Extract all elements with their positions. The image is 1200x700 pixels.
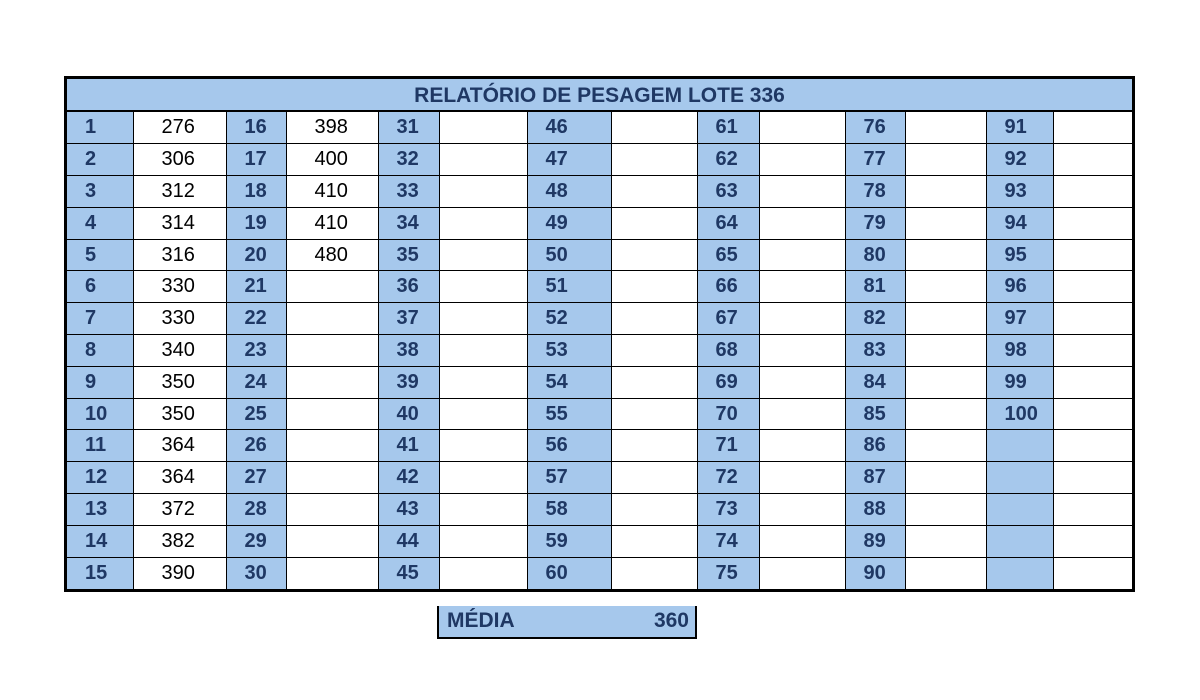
- weight-value-cell: [1053, 335, 1132, 367]
- weight-value-cell: [905, 430, 986, 462]
- weight-value-cell: [439, 144, 527, 176]
- weight-value-cell: [759, 525, 845, 557]
- weight-value-cell: [905, 525, 986, 557]
- animal-number-cell: 11: [67, 430, 133, 462]
- animal-number-cell: 37: [378, 303, 439, 335]
- weight-value-cell: 390: [133, 557, 226, 589]
- animal-number-cell: 2: [67, 144, 133, 176]
- animal-number-cell: 62: [697, 144, 759, 176]
- weight-value-cell: [1053, 494, 1132, 526]
- animal-number-cell: 70: [697, 398, 759, 430]
- weight-value-cell: [439, 239, 527, 271]
- animal-number-cell: 13: [67, 494, 133, 526]
- average-value: 360: [653, 609, 689, 632]
- animal-number-cell: 39: [378, 366, 439, 398]
- animal-number-cell: 88: [845, 494, 905, 526]
- animal-number-cell: 35: [378, 239, 439, 271]
- weight-value-cell: [1053, 525, 1132, 557]
- animal-number-cell: 72: [697, 462, 759, 494]
- weight-value-cell: [286, 271, 378, 303]
- weight-value-cell: 364: [133, 462, 226, 494]
- weight-value-cell: [759, 366, 845, 398]
- animal-number-cell: 21: [226, 271, 286, 303]
- weight-value-cell: [611, 398, 697, 430]
- animal-number-cell: 73: [697, 494, 759, 526]
- animal-number-cell: 57: [527, 462, 611, 494]
- animal-number-cell: 64: [697, 207, 759, 239]
- animal-number-cell: 40: [378, 398, 439, 430]
- weight-value-cell: [611, 462, 697, 494]
- animal-number-cell: 84: [845, 366, 905, 398]
- weight-value-cell: [286, 462, 378, 494]
- weight-value-cell: [905, 207, 986, 239]
- weight-value-cell: [905, 462, 986, 494]
- animal-number-cell: 43: [378, 494, 439, 526]
- animal-number-cell: 38: [378, 335, 439, 367]
- weight-value-cell: [286, 398, 378, 430]
- animal-number-cell: 17: [226, 144, 286, 176]
- weight-value-cell: [759, 494, 845, 526]
- weight-value-cell: [439, 430, 527, 462]
- table-row: [67, 335, 1132, 367]
- table-row: [67, 303, 1132, 335]
- weight-value-cell: [611, 557, 697, 589]
- report-title: RELATÓRIO DE PESAGEM LOTE 336: [67, 79, 1132, 112]
- animal-number-cell: [986, 494, 1053, 526]
- animal-number-cell: 55: [527, 398, 611, 430]
- weight-value-cell: [611, 366, 697, 398]
- weight-value-cell: 276: [133, 112, 226, 144]
- weight-value-cell: 372: [133, 494, 226, 526]
- table-row: [67, 176, 1132, 208]
- animal-number-cell: 33: [378, 176, 439, 208]
- animal-number-cell: 36: [378, 271, 439, 303]
- animal-number-cell: 78: [845, 176, 905, 208]
- weight-value-cell: [611, 430, 697, 462]
- animal-number-cell: 42: [378, 462, 439, 494]
- weight-value-cell: [1053, 176, 1132, 208]
- animal-number-cell: 23: [226, 335, 286, 367]
- weight-value-cell: [1053, 430, 1132, 462]
- weight-value-cell: [905, 494, 986, 526]
- weight-value-cell: [439, 557, 527, 589]
- weight-value-cell: [759, 303, 845, 335]
- weight-value-cell: [759, 176, 845, 208]
- table-row: [67, 144, 1132, 176]
- table-row: [67, 112, 1132, 144]
- weight-value-cell: [439, 366, 527, 398]
- animal-number-cell: 53: [527, 335, 611, 367]
- weight-value-cell: [759, 239, 845, 271]
- weight-value-cell: [439, 207, 527, 239]
- weight-value-cell: 350: [133, 366, 226, 398]
- animal-number-cell: 54: [527, 366, 611, 398]
- animal-number-cell: 29: [226, 525, 286, 557]
- animal-number-cell: 9: [67, 366, 133, 398]
- weight-value-cell: [286, 303, 378, 335]
- animal-number-cell: 18: [226, 176, 286, 208]
- weight-value-cell: [611, 335, 697, 367]
- table-row: [67, 398, 1132, 430]
- animal-number-cell: 89: [845, 525, 905, 557]
- animal-number-cell: 1: [67, 112, 133, 144]
- animal-number-cell: 20: [226, 239, 286, 271]
- weight-value-cell: [905, 366, 986, 398]
- weight-value-cell: [759, 430, 845, 462]
- weight-value-cell: 330: [133, 303, 226, 335]
- weight-value-cell: [905, 557, 986, 589]
- animal-number-cell: 99: [986, 366, 1053, 398]
- weight-value-cell: [759, 557, 845, 589]
- weight-value-cell: [286, 366, 378, 398]
- weight-value-cell: [286, 335, 378, 367]
- animal-number-cell: 85: [845, 398, 905, 430]
- animal-number-cell: 92: [986, 144, 1053, 176]
- average-label: MÉDIA: [447, 609, 515, 632]
- weight-value-cell: [905, 335, 986, 367]
- animal-number-cell: 10: [67, 398, 133, 430]
- table-row: [67, 271, 1132, 303]
- weight-value-cell: [759, 144, 845, 176]
- animal-number-cell: 16: [226, 112, 286, 144]
- table-row: [67, 462, 1132, 494]
- animal-number-cell: 98: [986, 335, 1053, 367]
- weight-value-cell: 400: [286, 144, 378, 176]
- animal-number-cell: 100: [986, 398, 1053, 430]
- animal-number-cell: 65: [697, 239, 759, 271]
- animal-number-cell: 50: [527, 239, 611, 271]
- animal-number-cell: 67: [697, 303, 759, 335]
- table-row: [67, 557, 1132, 589]
- weight-value-cell: 340: [133, 335, 226, 367]
- weight-value-cell: [286, 557, 378, 589]
- weight-value-cell: 480: [286, 239, 378, 271]
- weight-value-cell: 330: [133, 271, 226, 303]
- weight-value-cell: [759, 398, 845, 430]
- weight-value-cell: [439, 462, 527, 494]
- animal-number-cell: 25: [226, 398, 286, 430]
- weight-value-cell: [905, 176, 986, 208]
- animal-number-cell: 63: [697, 176, 759, 208]
- animal-number-cell: 44: [378, 525, 439, 557]
- animal-number-cell: 46: [527, 112, 611, 144]
- weight-value-cell: [439, 271, 527, 303]
- animal-number-cell: 59: [527, 525, 611, 557]
- weight-value-cell: 312: [133, 176, 226, 208]
- weight-value-cell: [439, 335, 527, 367]
- weight-value-cell: [611, 239, 697, 271]
- animal-number-cell: 76: [845, 112, 905, 144]
- weight-value-cell: [759, 112, 845, 144]
- weight-value-cell: [1053, 462, 1132, 494]
- weight-value-cell: [1053, 557, 1132, 589]
- animal-number-cell: 5: [67, 239, 133, 271]
- animal-number-cell: 79: [845, 207, 905, 239]
- animal-number-cell: 30: [226, 557, 286, 589]
- animal-number-cell: 94: [986, 207, 1053, 239]
- weight-value-cell: [286, 494, 378, 526]
- weight-grid: [67, 112, 1132, 589]
- animal-number-cell: 95: [986, 239, 1053, 271]
- animal-number-cell: 26: [226, 430, 286, 462]
- animal-number-cell: 52: [527, 303, 611, 335]
- animal-number-cell: 97: [986, 303, 1053, 335]
- animal-number-cell: 41: [378, 430, 439, 462]
- weight-value-cell: 306: [133, 144, 226, 176]
- average-box: [437, 606, 697, 639]
- animal-number-cell: 48: [527, 176, 611, 208]
- weight-value-cell: [611, 525, 697, 557]
- animal-number-cell: 80: [845, 239, 905, 271]
- table-row: [67, 494, 1132, 526]
- animal-number-cell: 34: [378, 207, 439, 239]
- animal-number-cell: 66: [697, 271, 759, 303]
- animal-number-cell: 60: [527, 557, 611, 589]
- weight-value-cell: [439, 398, 527, 430]
- animal-number-cell: 31: [378, 112, 439, 144]
- weight-value-cell: [905, 239, 986, 271]
- weight-value-cell: [439, 494, 527, 526]
- animal-number-cell: 68: [697, 335, 759, 367]
- animal-number-cell: 86: [845, 430, 905, 462]
- animal-number-cell: 47: [527, 144, 611, 176]
- weight-value-cell: [286, 525, 378, 557]
- weight-value-cell: [759, 207, 845, 239]
- weight-value-cell: [611, 303, 697, 335]
- weight-value-cell: 382: [133, 525, 226, 557]
- animal-number-cell: 14: [67, 525, 133, 557]
- animal-number-cell: 82: [845, 303, 905, 335]
- animal-number-cell: 90: [845, 557, 905, 589]
- animal-number-cell: 75: [697, 557, 759, 589]
- animal-number-cell: 74: [697, 525, 759, 557]
- animal-number-cell: 83: [845, 335, 905, 367]
- animal-number-cell: 45: [378, 557, 439, 589]
- animal-number-cell: [986, 557, 1053, 589]
- animal-number-cell: 12: [67, 462, 133, 494]
- weight-value-cell: 350: [133, 398, 226, 430]
- weight-value-cell: [439, 176, 527, 208]
- weight-value-cell: [759, 335, 845, 367]
- animal-number-cell: 19: [226, 207, 286, 239]
- animal-number-cell: 51: [527, 271, 611, 303]
- animal-number-cell: 61: [697, 112, 759, 144]
- weight-value-cell: [439, 303, 527, 335]
- weight-value-cell: [611, 112, 697, 144]
- weight-value-cell: 410: [286, 207, 378, 239]
- animal-number-cell: 71: [697, 430, 759, 462]
- weight-value-cell: 314: [133, 207, 226, 239]
- table-row: [67, 525, 1132, 557]
- animal-number-cell: 28: [226, 494, 286, 526]
- weight-value-cell: [611, 271, 697, 303]
- table-row: [67, 239, 1132, 271]
- animal-number-cell: 58: [527, 494, 611, 526]
- weight-value-cell: [1053, 207, 1132, 239]
- weight-value-cell: [439, 525, 527, 557]
- weight-value-cell: [759, 462, 845, 494]
- animal-number-cell: 56: [527, 430, 611, 462]
- animal-number-cell: 77: [845, 144, 905, 176]
- weight-value-cell: [1053, 271, 1132, 303]
- weight-value-cell: [286, 430, 378, 462]
- weight-value-cell: [1053, 112, 1132, 144]
- weight-value-cell: [905, 398, 986, 430]
- weight-value-cell: [1053, 239, 1132, 271]
- animal-number-cell: 4: [67, 207, 133, 239]
- animal-number-cell: 15: [67, 557, 133, 589]
- weight-value-cell: 398: [286, 112, 378, 144]
- weight-value-cell: 316: [133, 239, 226, 271]
- weight-value-cell: [905, 144, 986, 176]
- weight-value-cell: [905, 303, 986, 335]
- weight-value-cell: [1053, 366, 1132, 398]
- weight-value-cell: [611, 494, 697, 526]
- animal-number-cell: [986, 462, 1053, 494]
- weight-value-cell: [905, 112, 986, 144]
- table-row: [67, 366, 1132, 398]
- weight-value-cell: [759, 271, 845, 303]
- animal-number-cell: 3: [67, 176, 133, 208]
- animal-number-cell: 96: [986, 271, 1053, 303]
- weighing-report: [64, 76, 1135, 592]
- animal-number-cell: 8: [67, 335, 133, 367]
- weight-value-cell: 364: [133, 430, 226, 462]
- animal-number-cell: 6: [67, 271, 133, 303]
- weight-value-cell: [1053, 303, 1132, 335]
- table-row: [67, 430, 1132, 462]
- weight-value-cell: [905, 271, 986, 303]
- weight-value-cell: [611, 176, 697, 208]
- animal-number-cell: [986, 525, 1053, 557]
- animal-number-cell: 91: [986, 112, 1053, 144]
- weight-value-cell: [611, 144, 697, 176]
- weight-value-cell: [439, 112, 527, 144]
- weight-value-cell: [1053, 144, 1132, 176]
- animal-number-cell: 81: [845, 271, 905, 303]
- animal-number-cell: 27: [226, 462, 286, 494]
- animal-number-cell: 93: [986, 176, 1053, 208]
- table-row: [67, 207, 1132, 239]
- animal-number-cell: 87: [845, 462, 905, 494]
- animal-number-cell: [986, 430, 1053, 462]
- animal-number-cell: 69: [697, 366, 759, 398]
- animal-number-cell: 24: [226, 366, 286, 398]
- animal-number-cell: 49: [527, 207, 611, 239]
- weight-value-cell: [1053, 398, 1132, 430]
- animal-number-cell: 7: [67, 303, 133, 335]
- weight-value-cell: [611, 207, 697, 239]
- animal-number-cell: 32: [378, 144, 439, 176]
- animal-number-cell: 22: [226, 303, 286, 335]
- weight-value-cell: 410: [286, 176, 378, 208]
